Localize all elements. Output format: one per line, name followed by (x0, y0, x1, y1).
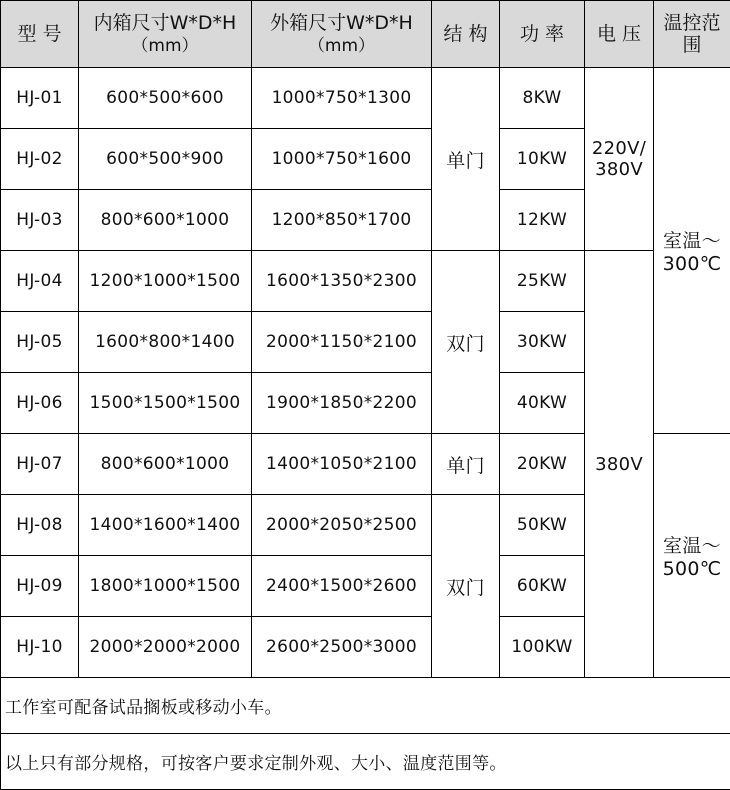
model-cell: HJ-02 (1, 129, 79, 190)
power-cell: 60KW (500, 556, 585, 617)
model-cell: HJ-05 (1, 312, 79, 373)
model-cell: HJ-09 (1, 556, 79, 617)
power-cell: 100KW (500, 617, 585, 678)
outer-size-cell: 2400*1500*2600 (252, 556, 432, 617)
note-text: 工作室可配备试品搁板或移动小车。 (1, 678, 730, 734)
model-cell: HJ-06 (1, 373, 79, 434)
power-cell: 8KW (500, 68, 585, 129)
model-cell: HJ-08 (1, 495, 79, 556)
header-inner-unit: （mm） (131, 36, 198, 56)
table-row (1, 68, 730, 129)
structure-cell: 双门 (432, 251, 500, 434)
outer-size-cell: 1000*750*1600 (252, 129, 432, 190)
outer-size-cell: 2600*2500*3000 (252, 617, 432, 678)
inner-size-cell: 1400*1600*1400 (79, 495, 252, 556)
header-model: 型 号 (1, 1, 79, 68)
header-temp: 温控范围 (654, 1, 730, 68)
model-cell: HJ-10 (1, 617, 79, 678)
header-inner-size (79, 1, 252, 68)
power-cell: 50KW (500, 495, 585, 556)
power-cell: 30KW (500, 312, 585, 373)
header-outer-size (252, 1, 432, 68)
outer-size-cell: 2000*2050*2500 (252, 495, 432, 556)
table-row (1, 251, 730, 312)
header-inner-label: 内箱尺寸W*D*H (94, 12, 237, 34)
temp-range-cell: 室温～ 500℃ (654, 434, 730, 678)
inner-size-cell: 800*600*1000 (79, 190, 252, 251)
voltage-cell: 380V (585, 251, 654, 678)
header-voltage: 电 压 (585, 1, 654, 68)
power-cell: 20KW (500, 434, 585, 495)
structure-cell: 双门 (432, 495, 500, 678)
inner-size-cell: 800*600*1000 (79, 434, 252, 495)
outer-size-cell: 1200*850*1700 (252, 190, 432, 251)
header-outer-unit: （mm） (308, 36, 375, 56)
note-row (1, 734, 730, 790)
power-cell: 40KW (500, 373, 585, 434)
inner-size-cell: 1200*1000*1500 (79, 251, 252, 312)
note-row (1, 678, 730, 734)
power-cell: 10KW (500, 129, 585, 190)
model-cell: HJ-07 (1, 434, 79, 495)
structure-cell: 单门 (432, 434, 500, 495)
inner-size-cell: 600*500*600 (79, 68, 252, 129)
header-row (1, 1, 730, 68)
voltage-cell: 220V/ 380V (585, 68, 654, 251)
inner-size-cell: 1600*800*1400 (79, 312, 252, 373)
structure-cell: 单门 (432, 68, 500, 251)
outer-size-cell: 1900*1850*2200 (252, 373, 432, 434)
outer-size-cell: 1000*750*1300 (252, 68, 432, 129)
table-body (1, 68, 730, 790)
model-cell: HJ-03 (1, 190, 79, 251)
inner-size-cell: 1800*1000*1500 (79, 556, 252, 617)
outer-size-cell: 2000*1150*2100 (252, 312, 432, 373)
temp-range-cell: 室温～ 300℃ (654, 68, 730, 434)
header-structure: 结 构 (432, 1, 500, 68)
outer-size-cell: 1400*1050*2100 (252, 434, 432, 495)
note-text: 以上只有部分规格，可按客户要求定制外观、大小、温度范围等。 (1, 734, 730, 790)
model-cell: HJ-01 (1, 68, 79, 129)
inner-size-cell: 2000*2000*2000 (79, 617, 252, 678)
power-cell: 12KW (500, 190, 585, 251)
header-power: 功 率 (500, 1, 585, 68)
header-outer-label: 外箱尺寸W*D*H (270, 12, 413, 34)
model-cell: HJ-04 (1, 251, 79, 312)
inner-size-cell: 1500*1500*1500 (79, 373, 252, 434)
inner-size-cell: 600*500*900 (79, 129, 252, 190)
power-cell: 25KW (500, 251, 585, 312)
outer-size-cell: 1600*1350*2300 (252, 251, 432, 312)
